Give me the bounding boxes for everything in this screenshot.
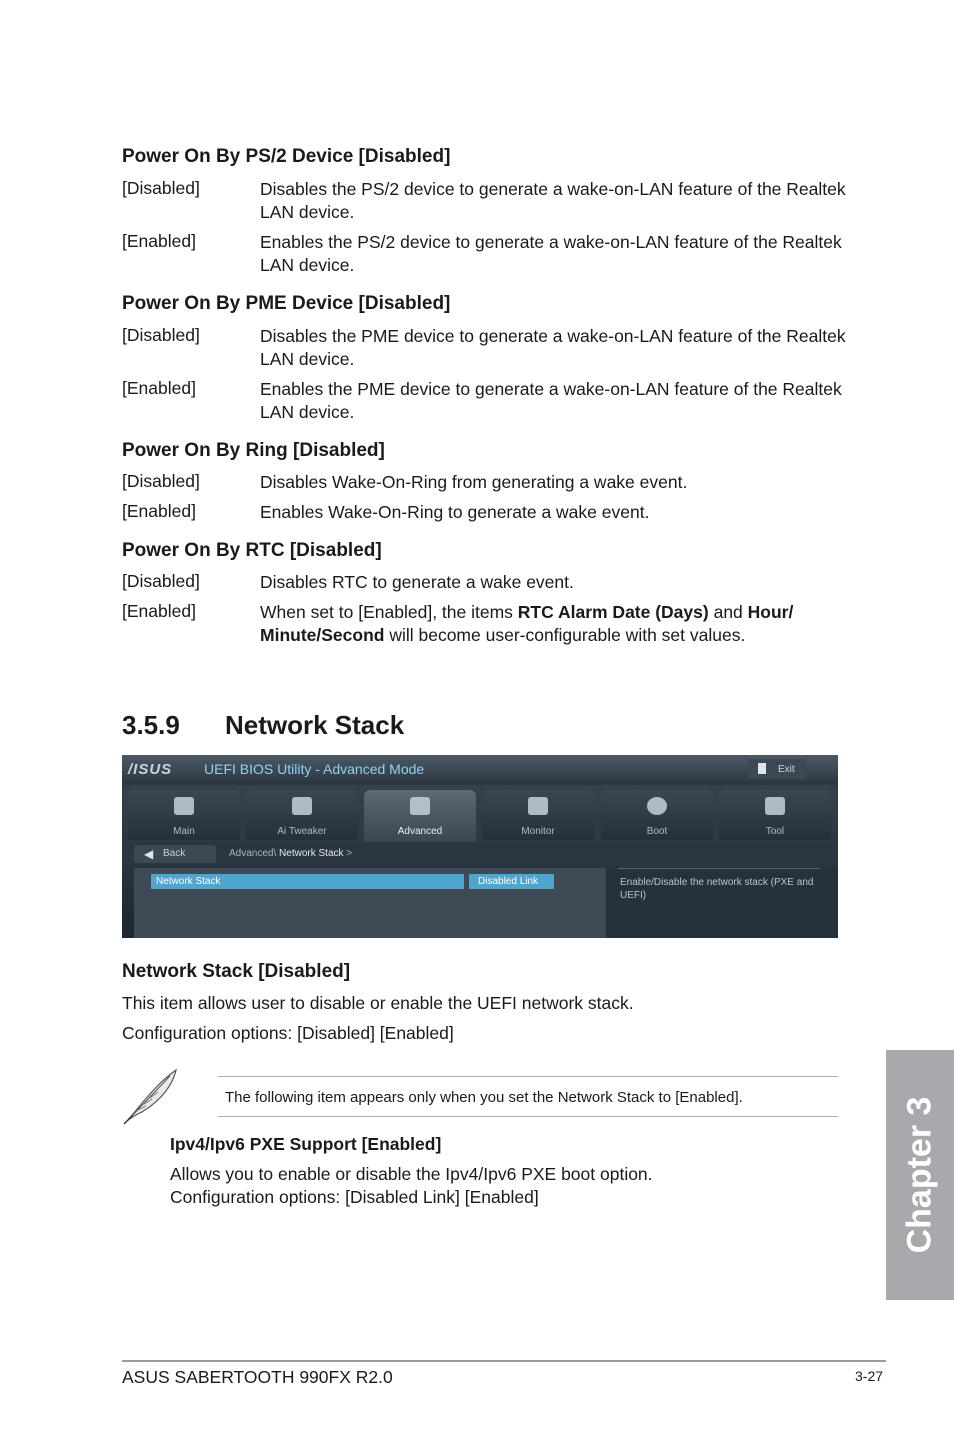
- option-label: [Disabled]: [122, 571, 200, 591]
- section-heading-ps2: Power On By PS/2 Device [Disabled]: [122, 146, 451, 167]
- tool-icon: [765, 797, 785, 815]
- section-heading-rtc: Power On By RTC [Disabled]: [122, 540, 382, 561]
- breadcrumb: Advanced\ Network Stack >: [229, 848, 353, 859]
- exit-label: Exit: [778, 764, 795, 775]
- network-stack-value[interactable]: Disabled Link: [469, 874, 554, 889]
- note-quill-icon: [122, 1066, 182, 1126]
- power-icon: [647, 797, 667, 815]
- option-desc: Enables the PS/2 device to generate a wake-on-LAN feature of the Realtek LAN device.: [260, 232, 842, 275]
- option-desc: When set to [Enabled], the items RTC Alarm Date (Days) and Hour/ Minute/Second will become user-configurable with set values.: [260, 602, 794, 645]
- tab-main[interactable]: Main: [128, 790, 240, 840]
- pxe-desc: Allows you to enable or disable the Ipv4/Ipv6 PXE boot option.: [170, 1164, 653, 1184]
- pxe-heading: Ipv4/Ipv6 PXE Support [Enabled]: [170, 1134, 442, 1154]
- option-label: [Enabled]: [122, 378, 196, 398]
- bios-title-bar: [122, 755, 838, 785]
- exit-button[interactable]: [748, 759, 806, 779]
- option-label: [Enabled]: [122, 501, 196, 521]
- list-icon: [174, 797, 194, 815]
- section-heading-pme: Power On By PME Device [Disabled]: [122, 293, 451, 314]
- tab-advanced[interactable]: Advanced: [364, 790, 476, 842]
- tab-boot[interactable]: Boot: [601, 790, 713, 840]
- footer-rule: [122, 1360, 886, 1362]
- option-label: [Enabled]: [122, 231, 196, 251]
- option-desc: Disables Wake-On-Ring from generating a wake event.: [260, 472, 688, 492]
- note-text: The following item appears only when you set the Network Stack to [Enabled].: [225, 1089, 743, 1106]
- option-desc: Enables Wake-On-Ring to generate a wake event.: [260, 502, 650, 522]
- back-arrow-icon: ◀: [144, 847, 154, 861]
- section-heading-ring: Power On By Ring [Disabled]: [122, 440, 385, 461]
- bios-title: UEFI BIOS Utility - Advanced Mode: [204, 761, 425, 777]
- section-title: Network Stack: [225, 710, 405, 740]
- back-label: Back: [163, 848, 186, 859]
- option-label: [Enabled]: [122, 601, 196, 621]
- advanced-icon: [410, 797, 430, 815]
- option-label: [Disabled]: [122, 178, 200, 198]
- chapter-label: Chapter 3: [900, 1096, 939, 1254]
- bold-term: Hour/ Minute/Second: [260, 602, 794, 645]
- monitor-icon: [528, 797, 548, 815]
- option-label: [Disabled]: [122, 325, 200, 345]
- note-top-rule: [218, 1076, 838, 1077]
- chapter-tab: [886, 1050, 954, 1300]
- section-number: 3.5.9: [122, 710, 180, 740]
- network-stack-desc: This item allows user to disable or enable the UEFI network stack.: [122, 993, 634, 1013]
- settings-panel: [134, 868, 606, 938]
- option-label: [Disabled]: [122, 471, 200, 491]
- help-divider: [618, 868, 820, 869]
- tweaker-icon: [292, 797, 312, 815]
- bios-nav-bar: [122, 842, 838, 866]
- bios-screenshot: [122, 755, 838, 938]
- tab-ai-tweaker[interactable]: Ai Tweaker: [246, 790, 358, 840]
- network-stack-item[interactable]: Network Stack: [151, 874, 464, 889]
- option-desc: Disables RTC to generate a wake event.: [260, 572, 574, 592]
- help-panel: [606, 868, 838, 938]
- page-number: 3-27: [855, 1368, 884, 1384]
- help-text: Enable/Disable the network stack (PXE and UEFI): [620, 877, 814, 901]
- network-stack-config: Configuration options: [Disabled] [Enabled]: [122, 1023, 454, 1043]
- tab-tool[interactable]: Tool: [719, 790, 831, 840]
- note-bottom-rule: [218, 1116, 838, 1117]
- network-stack-heading: Network Stack [Disabled]: [122, 961, 351, 982]
- option-desc: Disables the PS/2 device to generate a wake-on-LAN feature of the Realtek LAN device.: [260, 179, 846, 222]
- asus-logo: /ISUS: [128, 761, 173, 778]
- pxe-config: Configuration options: [Disabled Link] [Enabled]: [170, 1187, 539, 1207]
- footer-product: ASUS SABERTOOTH 990FX R2.0: [122, 1367, 393, 1387]
- exit-icon: [758, 763, 766, 774]
- tab-monitor[interactable]: Monitor: [482, 790, 594, 840]
- option-desc: Disables the PME device to generate a wake-on-LAN feature of the Realtek LAN device.: [260, 326, 846, 369]
- back-button[interactable]: [134, 845, 216, 863]
- bold-term: RTC Alarm Date (Days): [517, 602, 709, 622]
- option-desc: Enables the PME device to generate a wake-on-LAN feature of the Realtek LAN device.: [260, 379, 842, 422]
